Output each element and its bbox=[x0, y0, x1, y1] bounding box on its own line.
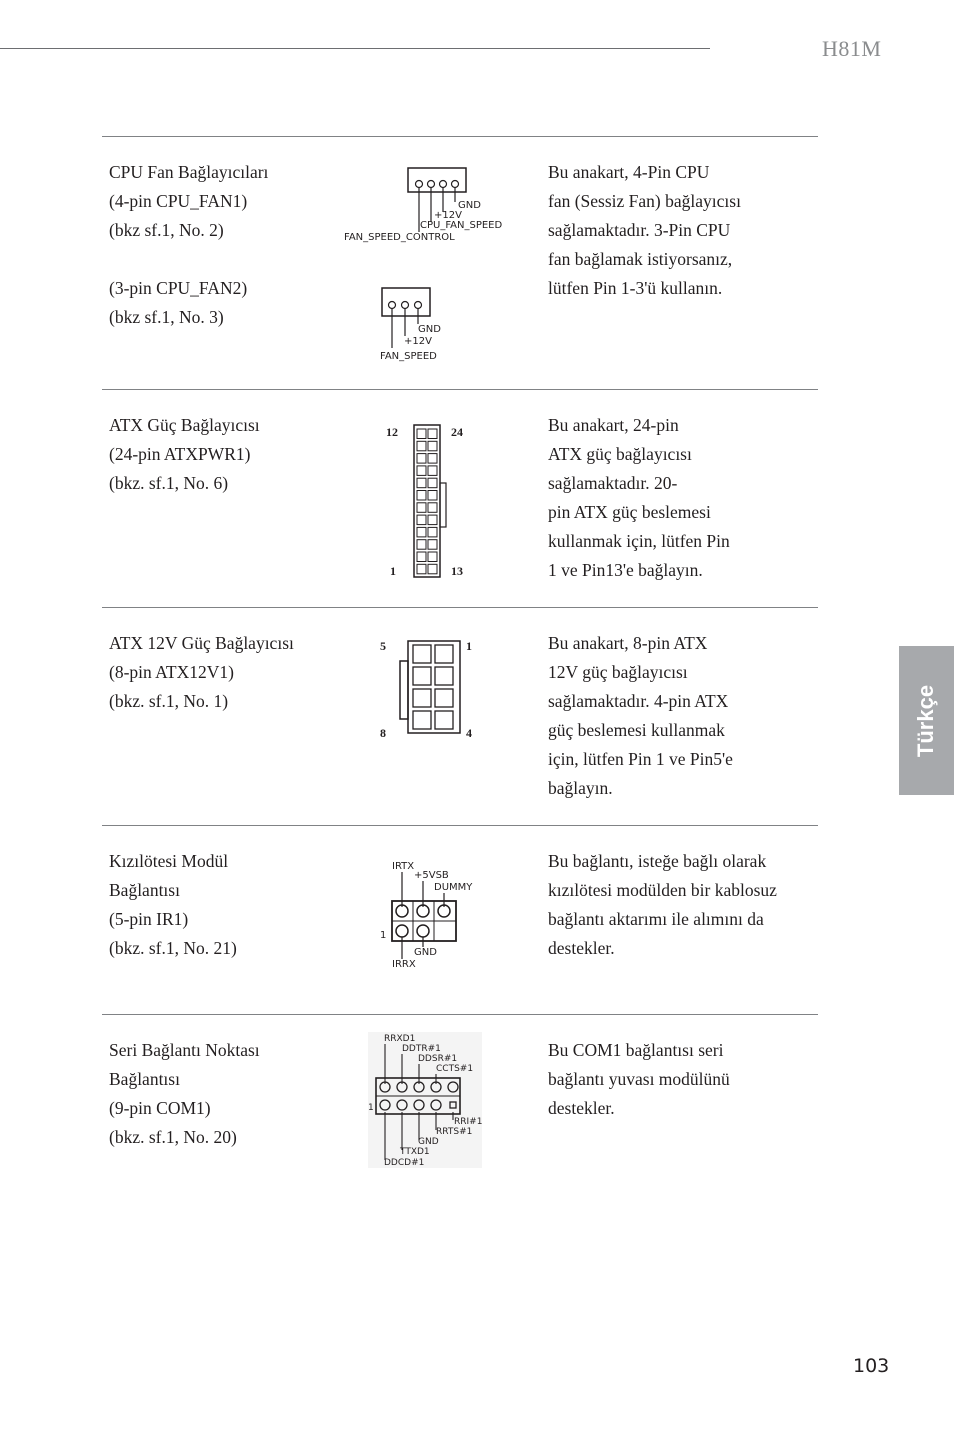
header-rule bbox=[0, 48, 710, 49]
pin-square bbox=[428, 527, 437, 537]
pin-square bbox=[428, 478, 437, 488]
connector-title: Seri Bağlantı Noktası Bağlantısı (9-pin COM1) (bkz. sf.1, No. 20) bbox=[109, 1040, 260, 1147]
pin-label: FAN_SPEED_CONTROL bbox=[344, 232, 455, 243]
pin-square bbox=[428, 552, 437, 562]
pin-label: +12V bbox=[434, 210, 462, 221]
pin-square bbox=[417, 540, 426, 550]
pin-label: GND bbox=[418, 324, 441, 335]
pin-number: 5 bbox=[380, 639, 386, 653]
pin-square bbox=[417, 491, 426, 501]
connector-description: Bu anakart, 4-Pin CPU fan (Sessiz Fan) bağlayıcısı sağlamaktadır. 3-Pin CPU fan bağlamak istiyorsanız, lütfen Pin 1-3'ü kullanın. bbox=[548, 162, 741, 298]
pin-number: 24 bbox=[451, 425, 463, 439]
page-number: 103 bbox=[853, 1355, 890, 1377]
ir-diagram bbox=[378, 855, 498, 975]
connector-title: ATX Güç Bağlayıcısı (24-pin ATXPWR1) (bkz. sf.1, No. 6) bbox=[109, 415, 260, 493]
pin-square bbox=[413, 667, 431, 685]
section-divider bbox=[102, 825, 818, 826]
model-name: H81M bbox=[822, 36, 882, 61]
pin-square bbox=[417, 527, 426, 537]
pin-square bbox=[417, 478, 426, 488]
pin-square bbox=[428, 441, 437, 451]
pin-square bbox=[435, 645, 453, 663]
pin-label: IRTX bbox=[392, 861, 415, 872]
pin-label: +12V bbox=[404, 336, 432, 347]
pin-label: RRI#1 bbox=[454, 1117, 483, 1127]
section-divider bbox=[102, 136, 818, 137]
language-tab-label: Türkçe bbox=[913, 684, 939, 757]
connector-title: ATX 12V Güç Bağlayıcısı (8-pin ATX12V1) (bkz. sf.1, No. 1) bbox=[109, 633, 294, 711]
pin-number: 1 bbox=[390, 564, 396, 578]
pin-square bbox=[428, 503, 437, 513]
pin-label: DDCD#1 bbox=[384, 1158, 425, 1168]
pin-label: FAN_SPEED bbox=[380, 351, 437, 362]
pin-number: 12 bbox=[386, 425, 398, 439]
pin-number: 1 bbox=[380, 930, 387, 941]
pin-square bbox=[417, 454, 426, 464]
pin-number: 4 bbox=[466, 726, 472, 740]
pin-label: GND bbox=[458, 200, 481, 211]
atx24-diagram bbox=[382, 421, 482, 581]
pin-number: 13 bbox=[451, 564, 463, 578]
pin-square bbox=[435, 711, 453, 729]
pin-label: +5VSB bbox=[414, 870, 449, 881]
connector-description: Bu COM1 bağlantısı seri bağlantı yuvası modülünü destekler. bbox=[548, 1040, 730, 1118]
pin-label: TTXD1 bbox=[400, 1147, 430, 1157]
connector-title: Kızılötesi Modül Bağlantısı (5-pin IR1) (bkz. sf.1, No. 21) bbox=[109, 851, 237, 958]
pin-square bbox=[428, 429, 437, 439]
pin-label: CCTS#1 bbox=[436, 1064, 474, 1074]
pin-number: 1 bbox=[466, 639, 472, 653]
com-diagram bbox=[366, 1030, 486, 1170]
pin-label: RRTS#1 bbox=[436, 1127, 473, 1137]
pin-square bbox=[413, 711, 431, 729]
section-divider bbox=[102, 389, 818, 390]
pin-square bbox=[435, 667, 453, 685]
pin-number: 1 bbox=[368, 1103, 374, 1113]
connector-description: Bu anakart, 8-pin ATX 12V güç bağlayıcısı sağlamaktadır. 4-pin ATX güç beslemesi kullanmak için, lütfen Pin 1 ve Pin5'e bağlayın. bbox=[548, 633, 733, 798]
pin-square bbox=[417, 441, 426, 451]
section-divider bbox=[102, 607, 818, 608]
pin-square bbox=[428, 466, 437, 476]
pin-number: 8 bbox=[380, 726, 386, 740]
pin-square bbox=[428, 564, 437, 574]
pin-square bbox=[413, 645, 431, 663]
pin-square bbox=[435, 689, 453, 707]
section-divider bbox=[102, 1014, 818, 1015]
connector-title: CPU Fan Bağlayıcıları (4-pin CPU_FAN1) (bkz sf.1, No. 2) (3-pin CPU_FAN2) (bkz sf.1, No. 3) bbox=[109, 162, 269, 327]
pin-square bbox=[417, 515, 426, 525]
pin-square bbox=[417, 503, 426, 513]
pin-label: RRXD1 bbox=[384, 1034, 416, 1044]
pin-label: DDTR#1 bbox=[402, 1044, 441, 1054]
pin-square bbox=[428, 491, 437, 501]
connector-description: Bu bağlantı, isteğe bağlı olarak kızılötesi modülden bir kablosuz bağlantı aktarımı ile alımını da destekler. bbox=[548, 851, 777, 958]
pin-label: DUMMY bbox=[434, 882, 473, 893]
pin-label: GND bbox=[414, 947, 437, 958]
pin-square bbox=[428, 454, 437, 464]
atx12v-diagram bbox=[376, 635, 486, 745]
pin-label: DDSR#1 bbox=[418, 1054, 458, 1064]
language-tab bbox=[899, 646, 954, 795]
pin-square bbox=[417, 429, 426, 439]
pin-square bbox=[417, 466, 426, 476]
connector-description: Bu anakart, 24-pin ATX güç bağlayıcısı sağlamaktadır. 20- pin ATX güç beslemesi kullanmak için, lütfen Pin 1 ve Pin13'e bağlayın. bbox=[548, 415, 730, 580]
pin-square bbox=[413, 689, 431, 707]
pin-square bbox=[417, 564, 426, 574]
pin-square bbox=[417, 552, 426, 562]
pin-square bbox=[428, 540, 437, 550]
pin-label: IRRX bbox=[392, 959, 416, 970]
pin-square bbox=[428, 515, 437, 525]
pin-label: GND bbox=[418, 1137, 439, 1147]
pin-label: CPU_FAN_SPEED bbox=[420, 220, 503, 231]
cpu-fan-diagram bbox=[342, 164, 522, 374]
